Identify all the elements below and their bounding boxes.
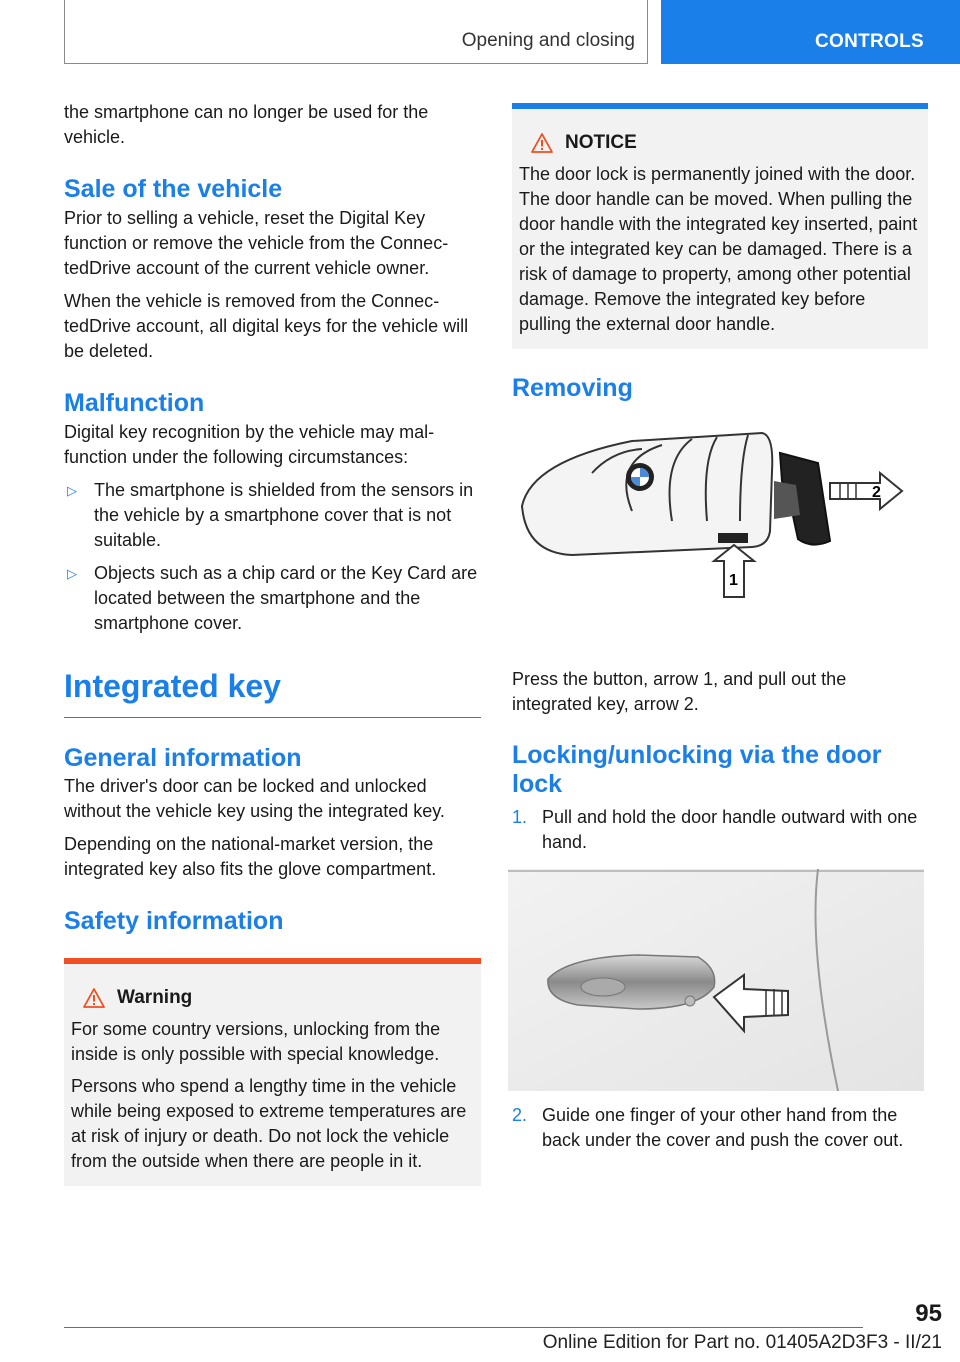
title-rule xyxy=(64,717,481,718)
sale-paragraph-1: Prior to selling a vehicle, reset the Digital Key function or remove the vehicle from the ConnectedDrive account of the current vehicle owner. xyxy=(64,208,449,278)
removing-heading: Removing xyxy=(512,374,633,402)
left-column xyxy=(64,100,481,1186)
page-number: 95 xyxy=(915,1300,942,1327)
warning-paragraph-2: Persons who spend a lengthy time in the vehicle while being exposed to extreme temperatures are at risk of injury or death. Do not lock the vehicle from the outside when there are people in it. xyxy=(71,1076,467,1171)
list-item: 1. Pull and hold the door handle outward with one hand. xyxy=(512,807,918,852)
integrated-key-title: Integrated key xyxy=(64,668,281,704)
arrow-2-label: 2 xyxy=(872,484,881,501)
warning-title xyxy=(71,986,474,1010)
locking-steps-1 xyxy=(512,805,928,855)
list-item: ▷ Objects such as a chip card or the Key Card are located between the smartphone and the smartphone cover. xyxy=(67,563,478,633)
general-paragraph-1: The driver's door can be locked and unlocked without the vehicle key using the integrated key. xyxy=(64,776,445,821)
locking-steps-2 xyxy=(512,1103,928,1153)
list-item: ▷ The smartphone is shielded from the sensors in the vehicle by a smartphone cover that is not suitable. xyxy=(67,480,474,550)
warning-triangle-icon xyxy=(83,988,105,1008)
header-chapter-label: CONTROLS xyxy=(815,31,925,52)
general-info-heading: General information xyxy=(64,744,302,772)
sale-paragraph-2: When the vehicle is removed from the ConnectedDrive account, all digital keys for the vehicle will be deleted. xyxy=(64,291,469,361)
notice-box xyxy=(512,109,928,349)
right-column xyxy=(512,103,928,1153)
sale-heading: Sale of the vehicle xyxy=(64,175,283,203)
header-chapter-tab xyxy=(661,0,960,64)
triangle-bullet-icon: ▷ xyxy=(67,483,77,498)
warning-label: Warning xyxy=(117,987,193,1008)
header-section-title: Opening and closing xyxy=(461,30,635,51)
malfunction-list xyxy=(64,478,481,636)
notice-triangle-icon xyxy=(531,133,553,153)
notice-title xyxy=(519,131,921,155)
locking-heading: Locking/unlocking via the door lock xyxy=(512,741,882,798)
footer-edition: Online Edition for Part no. 01405A2D3F3 - II/21 xyxy=(542,1332,942,1353)
safety-info-heading: Safety information xyxy=(64,907,284,935)
triangle-bullet-icon: ▷ xyxy=(67,566,77,581)
warning-paragraph-1: For some country versions, unlocking from the inside is only possible with special knowledge. xyxy=(71,1019,441,1064)
malfunction-paragraph: Digital key recognition by the vehicle may malfunction under the following circumstances: xyxy=(64,422,435,467)
arrow-1-label: 1 xyxy=(729,572,738,589)
intro-text: the smartphone can no longer be used for the vehicle. xyxy=(64,102,429,147)
removing-caption: Press the button, arrow 1, and pull out the integrated key, arrow 2. xyxy=(512,669,847,714)
integrated-key-illustration xyxy=(512,421,928,621)
malfunction-heading: Malfunction xyxy=(64,389,205,417)
footer-rule xyxy=(64,1327,863,1328)
warning-box xyxy=(64,964,481,1186)
notice-paragraph: The door lock is permanently joined with the door. The door handle can be moved. When pulling the door handle with the integrated key inserted, paint or the integrated key can be damaged. There is a risk of damage to property, among other potential damage. Remove the integrated key before pulling the external door handle. xyxy=(519,164,918,334)
list-item: 2. Guide one finger of your other hand from the back under the cover and push the cover out. xyxy=(512,1105,904,1150)
header-section-box xyxy=(64,0,648,64)
door-handle-illustration xyxy=(508,869,924,1091)
notice-label: NOTICE xyxy=(565,132,637,153)
general-paragraph-2: Depending on the national-market version, the integrated key also fits the glove compartment. xyxy=(64,834,437,879)
